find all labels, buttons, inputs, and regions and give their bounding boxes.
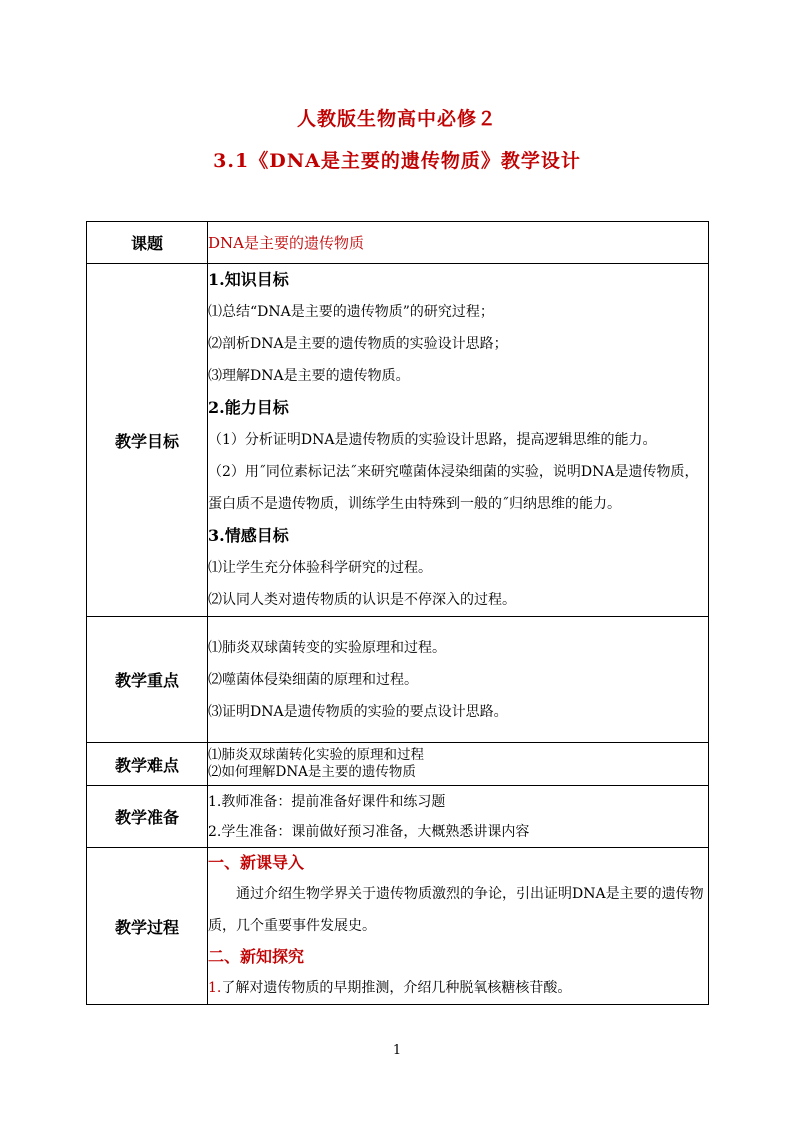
- objectives-row: [87, 264, 709, 617]
- difficulty-item: ⑵如何理解DNA是主要的遗传物质: [208, 764, 416, 780]
- document-subtitle: 3.1《DNA是主要的遗传物质》教学设计: [213, 150, 581, 172]
- objectives-cell: [208, 264, 709, 617]
- intro-heading: 一、新课导入: [208, 853, 305, 872]
- key-points-row: [87, 617, 709, 743]
- knowledge-item: ⑵剖析DNA是主要的遗传物质的实验设计思路；: [208, 336, 508, 352]
- preparation-item: 2.学生准备：课前做好预习准备，大概熟悉讲课内容: [208, 823, 530, 840]
- process-cell: [208, 848, 709, 1005]
- process-row: [87, 848, 709, 1005]
- emotion-item: ⑵认同人类对遗传物质的认识是不停深入的过程。: [208, 592, 516, 608]
- lesson-plan-table: [86, 221, 709, 1005]
- difficulties-cell: [208, 743, 709, 786]
- ability-item: 蛋白质不是遗传物质，训练学生由特殊到一般的˝归纳思维的能力。: [208, 496, 621, 512]
- topic-cell: [208, 222, 709, 264]
- ability-heading: 2.能力目标: [208, 398, 289, 417]
- preparation-label: 教学准备: [87, 786, 208, 848]
- key-point-item: ⑶证明DNA是遗传物质的实验的要点设计思路。: [208, 703, 508, 720]
- key-points-label: 教学重点: [87, 617, 208, 743]
- key-point-item: ⑵噬菌体侵染细菌的原理和过程。: [208, 671, 418, 688]
- topic-row: [87, 222, 709, 264]
- key-point-item: ⑴肺炎双球菌转变的实验原理和过程。: [208, 639, 446, 656]
- difficulties-row: [87, 743, 709, 786]
- intro-paragraph-line: 通过介绍生物学界关于遗传物质激烈的争论，引出证明DNA是主要的遗传物: [236, 886, 704, 902]
- knowledge-item: ⑴总结“DNA是主要的遗传物质”的研究过程；: [208, 304, 494, 320]
- key-points-cell: [208, 617, 709, 743]
- process-label: 教学过程: [87, 848, 208, 1005]
- intro-paragraph-line: 质，几个重要事件发展史。: [208, 918, 376, 934]
- preparation-row: [87, 786, 709, 848]
- explore-item: [208, 972, 708, 1004]
- knowledge-heading: 1.知识目标: [208, 270, 289, 289]
- explore-heading: 二、新知探究: [208, 947, 305, 966]
- knowledge-item: ⑶理解DNA是主要的遗传物质。: [208, 368, 410, 384]
- difficulties-label: 教学难点: [87, 743, 208, 786]
- ability-item: （1）分析证明DNA是遗传物质的实验设计思路，提高逻辑思维的能力。: [208, 432, 657, 448]
- preparation-item: 1.教师准备：提前准备好课件和练习题: [208, 793, 446, 810]
- objectives-label: 教学目标: [87, 264, 208, 617]
- topic-value: DNA是主要的遗传物质: [208, 234, 364, 252]
- preparation-cell: [208, 786, 709, 848]
- document-title: 人教版生物高中必修２: [296, 108, 497, 130]
- topic-label: 课题: [87, 222, 208, 264]
- difficulty-item: ⑴肺炎双球菌转化实验的原理和过程: [208, 747, 424, 763]
- explore-item-text: 了解对遗传物质的早期推测，介绍几种脱氧核糖核苷酸。: [221, 980, 572, 996]
- explore-item-number: 1.: [208, 980, 222, 996]
- emotion-item: ⑴让学生充分体验科学研究的过程。: [208, 560, 432, 576]
- ability-item: （2）用˝同位素标记法˝来研究噬菌体浸染细菌的实验，说明DNA是遗传物质，: [208, 464, 699, 480]
- emotion-heading: 3.情感目标: [208, 526, 289, 545]
- page-number: 1: [392, 1043, 402, 1058]
